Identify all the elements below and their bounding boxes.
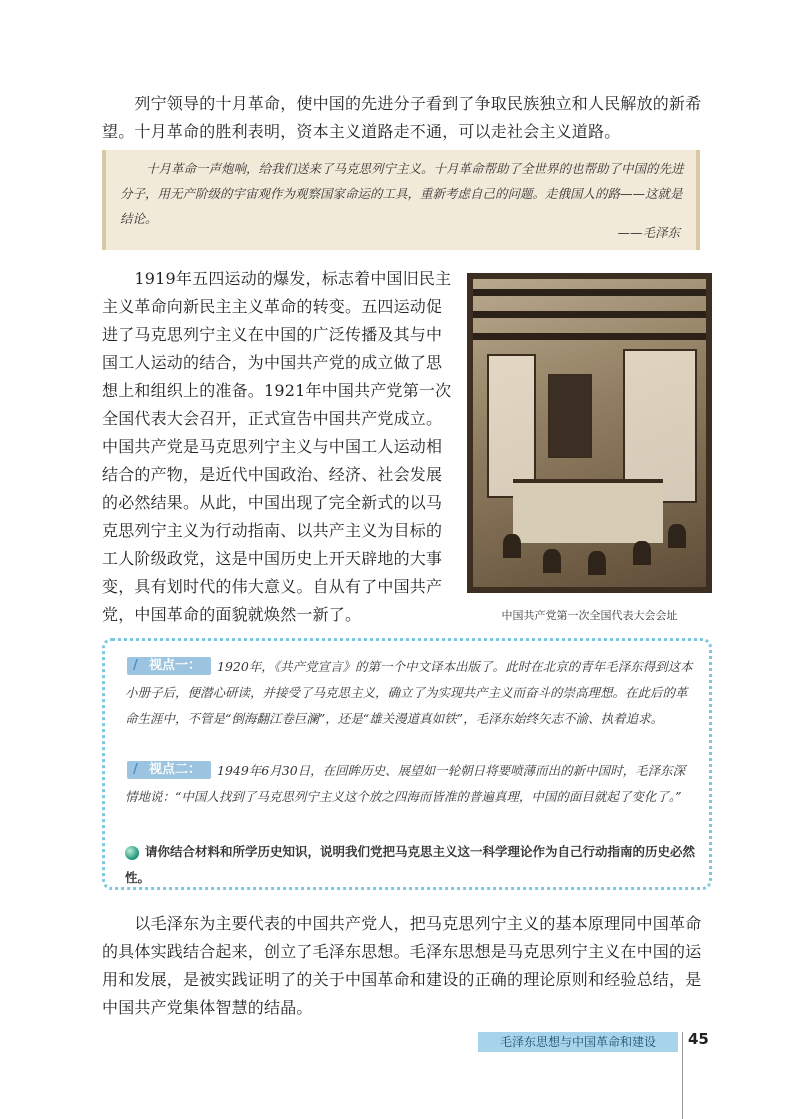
viewpoint-two-text: 1949年6月30日，在回眸历史、展望如一轮朝日将要喷薄而出的新中国时，毛泽东深情地说：“中国人找到了马克思列宁主义这个放之四海而皆准的普遍真理，中国的面目就起了变化了。” bbox=[125, 763, 686, 804]
footer-divider bbox=[682, 1032, 683, 1119]
question-text: 请你结合材料和所学历史知识，说明我们党把马克思主义这一科学理论作为自己行动指南的历史必然性。 bbox=[125, 844, 696, 885]
intro-paragraph: 列宁领导的十月革命，使中国的先进分子看到了争取民族独立和人民解放的新希望。十月革命的胜利表明，资本主义道路走不通，可以走社会主义道路。 bbox=[102, 94, 702, 141]
page-number: 45 bbox=[688, 1030, 709, 1048]
viewpoint-two-label: 视点二： bbox=[149, 762, 202, 777]
photo-caption: 中国共产党第一次全国代表大会会址 bbox=[501, 609, 678, 622]
may-fourth-paragraph: 1919年五四运动的爆发，标志着中国旧民主主义革命向新民主主义革命的转变。五四运动促进了马克思列宁主义在中国的广泛传播及其与中国工人运动的结合，为中国共产党的成立做了思想上和组织上的准备。1921年中国共产党第一次全国代表大会召开，正式宣告中国共产党成立。中国共产党是马克思列宁主义与中国工人运动相结合的产物，是近代中国政治、经济、社会发展的必然结果。从此，中国出现了完全新式的以马克思列宁主义为行动指南、以共产主义为目标的工人阶级政党，这是中国历史上开天辟地的大事变，具有划时代的伟大意义。自从有了中国共产党，中国革命的面貌就焕然一新了。 bbox=[102, 269, 452, 624]
quote-author: ——毛泽东 bbox=[617, 225, 680, 240]
slash-icon: / bbox=[133, 658, 138, 673]
quote-text: 十月革命一声炮响，给我们送来了马克思列宁主义。十月革命帮助了全世界的也帮助了中国的先进分子，用无产阶级的宇宙观作为观察国家命运的工具，重新考虑自己的问题。走俄国人的路——这就是结论。 bbox=[120, 161, 684, 226]
chapter-footer: 毛泽东思想与中国革命和建设 bbox=[478, 1032, 678, 1052]
viewpoint-one-text: 1920年，《共产党宣言》的第一个中文译本出版了。此时在北京的青年毛泽东得到这本小册子后，便潜心研读，并接受了马克思主义，确立了为实现共产主义而奋斗的崇高理想。在此后的革命生涯中，不管是“倒海翻江卷巨澜”，还是“雄关漫道真如铁”，毛泽东始终矢志不渝、执着追求。 bbox=[125, 659, 693, 726]
viewpoint-one-label: 视点一： bbox=[149, 658, 202, 673]
viewpoint-box bbox=[102, 638, 712, 890]
slash-icon: / bbox=[133, 762, 138, 777]
congress-site-photo bbox=[467, 273, 712, 593]
quote-box bbox=[102, 150, 700, 250]
mao-thought-paragraph: 以毛泽东为主要代表的中国共产党人，把马克思列宁主义的基本原理同中国革命的具体实践结合起来，创立了毛泽东思想。毛泽东思想是马克思列宁主义在中国的运用和发展，是被实践证明了的关于中国革命和建设的正确的理论原则和经验总结，是中国共产党集体智慧的结晶。 bbox=[102, 914, 702, 1017]
